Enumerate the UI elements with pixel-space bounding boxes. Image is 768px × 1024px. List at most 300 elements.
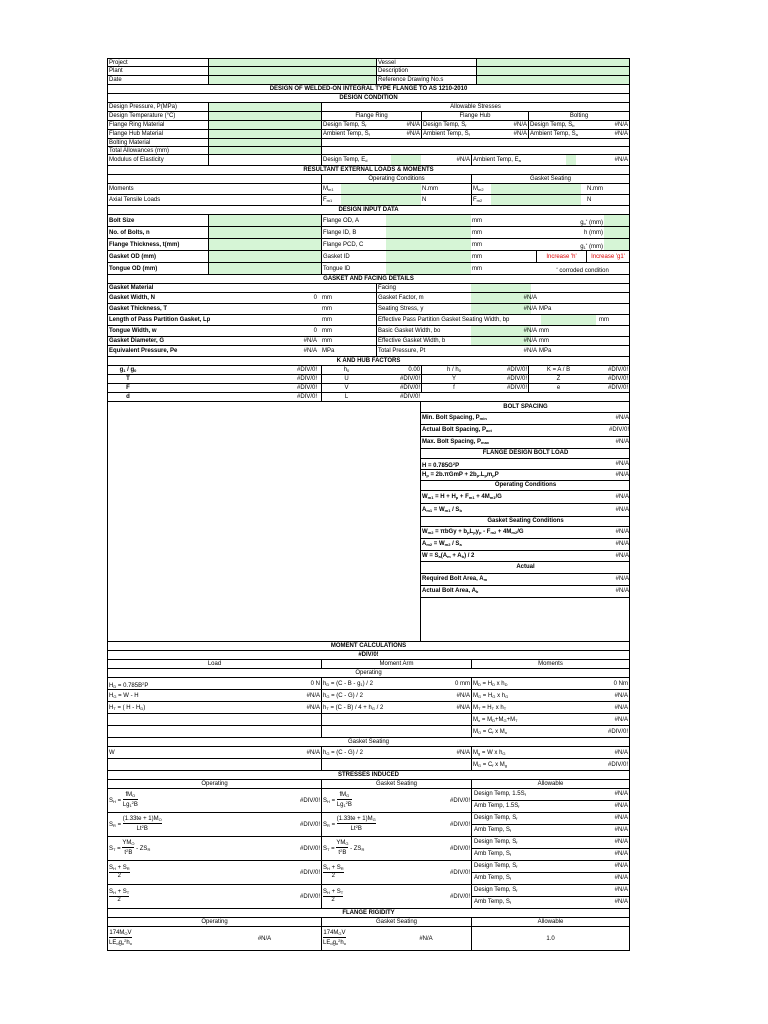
- cell: $M_{m2}$: [471, 184, 491, 194]
- cell: Gasket ID: [321, 251, 386, 262]
- cell: #DIV/0!: [296, 394, 317, 400]
- cell: #N/A: [523, 295, 537, 301]
- cell: #N/A: [306, 750, 320, 756]
- cell: #DIV/0!: [299, 798, 320, 804]
- input-fm1[interactable]: [341, 195, 421, 205]
- cell[interactable]: [208, 263, 321, 274]
- cell[interactable]: [386, 263, 471, 274]
- cell: [108, 714, 258, 725]
- cell[interactable]: [386, 251, 471, 262]
- cell: mm: [539, 338, 549, 344]
- cell: $h_T = (C - B) / 4 + h_G / 2$: [321, 702, 431, 713]
- rigidity-gs-value: #N/A: [419, 936, 433, 942]
- cell[interactable]: [604, 239, 629, 250]
- cell: * corroded condition: [556, 266, 609, 274]
- cell: 0 N: [310, 681, 320, 687]
- cell: U: [321, 375, 371, 383]
- cell: #N/A: [456, 157, 470, 163]
- cell: [431, 759, 471, 770]
- cell: Flange ID, B: [321, 227, 386, 238]
- table-row: [107, 284, 630, 293]
- section-title: FLANGE RIGIDITY: [342, 910, 395, 916]
- input-mm1[interactable]: [341, 184, 421, 194]
- cell: #DIV/0!: [299, 846, 320, 852]
- cell: K = A / B: [528, 366, 588, 374]
- cell: $M_o = M_D+M_G+M_T$: [471, 714, 551, 725]
- label-design-pressure: Design Pressure, P(MPa): [109, 104, 178, 110]
- table-row: [107, 702, 630, 714]
- table-row: [107, 166, 630, 175]
- cell: Flange OD, A: [321, 215, 386, 226]
- cell: Moment Arm: [321, 660, 471, 668]
- cell: Moments: [109, 186, 134, 192]
- cell: #DIV/0!: [506, 376, 527, 382]
- cell: [321, 284, 361, 292]
- table-row: [107, 660, 630, 669]
- cell: mm: [472, 218, 482, 224]
- cell: e: [528, 384, 588, 392]
- cell[interactable]: [208, 215, 321, 226]
- cell[interactable]: [386, 215, 471, 226]
- cell: $h_D = (C - B - g_1) / 2$: [321, 678, 431, 689]
- stress-formula: $S_T$ = $\frac{YM_G}{t^2B}$ - $ZS_R$: [321, 837, 421, 860]
- cell: [498, 284, 538, 292]
- table-row: [107, 738, 630, 747]
- allowable-row: Design Temp, $S_f$ #N/A: [471, 813, 629, 825]
- table-row: [107, 393, 630, 402]
- table-row: Required Bolt Area, $A_m$ #N/A: [421, 574, 630, 586]
- cell: N.mm: [587, 186, 603, 192]
- table-row: [107, 195, 630, 206]
- table-row: [107, 58, 630, 67]
- table-row: [107, 747, 630, 759]
- cell: [258, 315, 318, 325]
- allow-bolt-value: #N/A: [614, 122, 628, 128]
- table-row: [107, 304, 630, 315]
- cell[interactable]: [604, 215, 629, 226]
- cell: mm: [599, 317, 609, 323]
- cell: [258, 304, 318, 314]
- cell: mm: [322, 306, 332, 312]
- allowable-row: Design Temp, $S_f$ #N/A: [471, 837, 629, 849]
- table-row: [107, 918, 630, 927]
- allow-hub-value: #N/A: [513, 122, 527, 128]
- input-fm2[interactable]: [491, 195, 581, 205]
- cell: Bolting: [528, 112, 629, 120]
- section-title: RESULTANT EXTERNAL LOADS & MOMENTS: [303, 167, 434, 173]
- cell: Ambient Temp, $E_a$: [471, 155, 566, 165]
- input-design-pressure[interactable]: [208, 103, 321, 111]
- cell: Increase 'g1': [586, 251, 629, 262]
- cell: [258, 714, 321, 725]
- cell: #DIV/0!: [449, 870, 470, 876]
- label-date: Date: [109, 77, 122, 83]
- table-row: $W = S_a(A_m + A_b) / 2$ #N/A: [421, 551, 630, 562]
- allowable-row: Design Temp, $1.5S_f$ #N/A: [471, 789, 629, 801]
- table-row: [107, 789, 630, 813]
- cell: $M_G = C_f$ x $M_g$: [471, 759, 551, 770]
- label-project: Project: [109, 60, 128, 66]
- cell: W: [109, 750, 115, 756]
- cell: $H_D = 0.785B^2P$: [109, 681, 149, 689]
- allow-ring-label: Design Temp, $S_f$: [321, 121, 406, 129]
- table-row: [107, 357, 630, 366]
- table-row: [107, 239, 630, 251]
- table-row: [107, 384, 630, 393]
- allowable-row: Amb Temp, $1.5S_f$ #N/A: [471, 801, 629, 813]
- cell: [321, 726, 431, 737]
- cell: Gasket Diameter, G: [109, 338, 165, 344]
- cell: [321, 147, 629, 154]
- cell: MPa: [539, 306, 552, 312]
- cell: Gasket Width, N: [109, 295, 155, 301]
- table-row: [107, 147, 630, 155]
- cell: #DIV/0!: [296, 367, 317, 373]
- cell: mm: [322, 328, 332, 334]
- allow-hub-label: Ambient Temp, $S_f$: [421, 130, 506, 138]
- table-row: Operating Conditions: [421, 481, 630, 491]
- stress-formula: $\frac{S_H + S_R}{2}$: [321, 861, 421, 884]
- allow-hub-value: #N/A: [513, 131, 527, 137]
- label-vessel: Vessel: [376, 59, 476, 66]
- cell: mm: [472, 242, 482, 248]
- cell: $M_g = W$ x $h_G$: [471, 747, 551, 758]
- cell: $M_G = H_G$ x $h_G$: [471, 690, 551, 701]
- table-row: [107, 346, 630, 357]
- table-row: [107, 642, 630, 651]
- cell: MPa: [539, 348, 552, 354]
- cell: #DIV/0!: [449, 846, 470, 852]
- table-row: [107, 714, 630, 726]
- section-title: MOMENT CALCULATIONS: [330, 643, 407, 649]
- table-row: [107, 227, 630, 239]
- cell[interactable]: [604, 227, 629, 238]
- section-title: K AND HUB FACTORS: [336, 358, 401, 364]
- cell: [321, 139, 629, 146]
- cell: #DIV/0!: [607, 385, 628, 391]
- cell: Seating Stress, y: [376, 304, 516, 314]
- table-row: [107, 690, 630, 702]
- table-row: [107, 103, 630, 112]
- cell: mm: [322, 295, 332, 301]
- label-design-temperature: Design Temperature (°C): [109, 113, 176, 119]
- cell: #DIV/0!: [399, 394, 420, 400]
- cell: $g_o^*$ (mm): [580, 218, 603, 226]
- cell: f: [421, 384, 486, 392]
- cell: h / $h_0$: [421, 366, 486, 374]
- cell: #N/A: [614, 705, 628, 711]
- section-title: GASKET AND FACING DETAILS: [323, 276, 414, 282]
- cell: Axial Tensile Loads: [109, 197, 161, 203]
- input-mm2[interactable]: [491, 184, 581, 194]
- cell: Tongue OD (mm): [109, 266, 158, 272]
- label-bolting-material: Bolting Material: [109, 140, 151, 146]
- cell: Operating: [355, 670, 382, 676]
- cell: $M_D = H_D$ x $h_D$: [471, 678, 551, 689]
- cell: Operating Conditions: [321, 175, 471, 183]
- cell: Basic Gasket Width, bo: [376, 326, 516, 336]
- table-row: [107, 771, 630, 780]
- table-row: BOLT SPACING: [421, 402, 630, 413]
- cell: $M_O = C_f$ x $M_o$: [471, 726, 551, 737]
- stress-formula: $S_T$ = $\frac{YM_O}{t^2B}$ - $ZS_R$: [109, 840, 151, 857]
- table-row: Actual: [421, 562, 630, 574]
- input-plant[interactable]: [208, 67, 376, 75]
- stress-formula: $\frac{S_H + S_T}{2}$: [109, 889, 130, 904]
- section-title: DESIGN CONDITION: [339, 95, 398, 101]
- cell: N: [422, 197, 427, 203]
- cell: Tongue Width, w: [109, 328, 157, 334]
- cell: $M_{m1}$: [321, 184, 341, 194]
- cell: d: [126, 394, 130, 400]
- input-design-temperature[interactable]: [208, 112, 321, 120]
- table-row: $H_p = 2b.\pi GmP + 2b_p.L_pm_pP$ #N/A: [421, 470, 630, 481]
- cell: #DIV/0!: [399, 385, 420, 391]
- table-row: [107, 275, 630, 284]
- stress-formula: $S_R$ = $\frac{(1.33te + 1)M_O}{Lt^2B}$: [109, 816, 162, 833]
- label-plant: Plant: [109, 68, 123, 74]
- table-row: [107, 780, 630, 789]
- table-row: [107, 927, 630, 951]
- cell: [431, 726, 471, 737]
- cell: $g_1^*$ (mm): [580, 242, 603, 250]
- table-row: [107, 206, 630, 215]
- cell: [258, 759, 321, 770]
- cell: [108, 759, 258, 770]
- table-row: [107, 366, 630, 375]
- cell: #N/A: [456, 750, 470, 756]
- cell: #N/A: [456, 705, 470, 711]
- cell: [321, 714, 431, 725]
- cell[interactable]: [386, 239, 471, 250]
- table-row: [107, 94, 630, 103]
- table-row: [107, 139, 630, 147]
- cell: L: [321, 393, 371, 401]
- cell: mm: [472, 230, 482, 236]
- cell: $h_G = (C - G) / 2$: [321, 747, 431, 758]
- cell: Flange Thickness, t(mm): [109, 242, 180, 248]
- cell: Design Temp, $E_d$: [321, 155, 421, 165]
- cell: [208, 155, 321, 165]
- rigidity-op-value: #N/A: [257, 936, 272, 942]
- cell: #N/A: [303, 338, 317, 344]
- cell: #DIV/0!: [296, 376, 317, 382]
- table-row: [107, 121, 630, 130]
- allow-ring-label: Ambient Temp, $S_f$: [321, 130, 406, 138]
- input-allowances[interactable]: [208, 147, 321, 154]
- allowable-row: Amb Temp, $S_f$ #N/A: [471, 873, 629, 885]
- cell: Gasket Seating: [321, 918, 471, 926]
- allowable-stresses-title: Allowable Stresses: [321, 103, 629, 111]
- cell: Gasket OD (mm): [109, 254, 157, 260]
- cell[interactable]: [208, 251, 321, 262]
- table-row: $W_{m1} = H + H_p + F_{m1} + 4M_{m1}/G$ #N/A: [421, 491, 630, 504]
- cell: [541, 315, 596, 325]
- table-row: [107, 326, 630, 337]
- cell: #N/A: [614, 750, 628, 756]
- cell: Gasket Factor, m: [376, 293, 516, 303]
- input-date[interactable]: [208, 76, 376, 84]
- cell: #DIV/0!: [299, 870, 320, 876]
- cell: $H_T$ = ( H - $H_D$): [109, 705, 146, 711]
- table-row: $H = 0.785G^2P$ #N/A: [422, 461, 629, 469]
- page-title: DESIGN OF WELDED-ON INTEGRAL TYPE FLANGE TO AS 1210-2010: [269, 86, 468, 92]
- table-row: [107, 130, 630, 139]
- table-row: $A_{m1} = W_{m1} / S_b$ #N/A: [421, 504, 630, 517]
- cell: Allowable: [471, 918, 629, 926]
- input-bolting-material[interactable]: [208, 139, 321, 146]
- cell: Operating: [201, 919, 228, 925]
- cell: Flange PCD, C: [321, 239, 386, 250]
- allow-ring-value: #N/A: [406, 131, 420, 137]
- cell: mm: [322, 338, 332, 344]
- cell: No. of Bolts, n: [109, 230, 150, 236]
- cell: [391, 155, 421, 165]
- input-ring-material[interactable]: [208, 121, 321, 129]
- cell: N.mm: [422, 186, 438, 192]
- cell: Effective Pass Partition Gasket Seating Width, bp: [376, 315, 516, 325]
- cell: Equivalent Pressure, Pe: [109, 348, 178, 354]
- cell: MPa: [322, 348, 335, 354]
- cell: #DIV/0!: [299, 822, 320, 828]
- cell: #N/A: [614, 157, 628, 163]
- flange-design-sheet: [107, 58, 630, 951]
- cell: h (mm): [584, 230, 603, 236]
- input-hub-material[interactable]: [208, 130, 321, 138]
- cell: Gasket Material: [109, 285, 154, 291]
- cell: [498, 315, 538, 325]
- cell: #DIV/0!: [607, 762, 628, 768]
- cell: [566, 155, 576, 165]
- table-row: [107, 651, 630, 660]
- cell: [258, 284, 318, 292]
- cell[interactable]: [208, 227, 321, 238]
- table-row: [107, 375, 630, 384]
- allow-bolt-label: Ambient Temp, $S_a$: [528, 130, 603, 138]
- stress-formula: $\frac{S_H + S_T}{2}$: [321, 885, 421, 908]
- cell: Length of Pass Partition Gasket, Lp: [109, 317, 211, 323]
- cell: mm: [539, 328, 549, 334]
- cell: #N/A: [523, 348, 537, 354]
- rigidity-formula: $\frac{174M_OV}{LE_dg_o^2h_o}$: [109, 929, 132, 946]
- table-row: [107, 861, 630, 885]
- table-row: [107, 175, 630, 184]
- cell: #DIV/0!: [506, 385, 527, 391]
- table-row: [107, 885, 630, 909]
- cell: Tongue ID: [321, 263, 386, 274]
- cell: #DIV/0!: [449, 894, 470, 900]
- bolt-panel: [420, 402, 630, 641]
- cell: Effective Gasket Width, b: [376, 337, 516, 345]
- table-row: [107, 112, 630, 121]
- allowable-row: Amb Temp, $S_f$ #N/A: [471, 825, 629, 837]
- cell: Gasket Seating: [471, 175, 629, 183]
- table-row: [107, 263, 630, 275]
- table-row: [107, 184, 630, 195]
- cell[interactable]: [208, 239, 321, 250]
- cell: Increase 'h': [536, 251, 586, 262]
- cell: Flange Hub: [421, 112, 528, 120]
- cell: [431, 714, 471, 725]
- label-reference: Reference Drawing No.s: [376, 76, 476, 84]
- cell: #N/A: [523, 306, 537, 312]
- cell: Allowable: [471, 780, 629, 788]
- cell: Gasket Seating: [347, 739, 390, 745]
- cell: Gasket Seating: [321, 780, 471, 788]
- allow-hub-label: Design Temp, $S_f$: [421, 121, 506, 129]
- cell: #DIV/0!: [449, 798, 470, 804]
- cell: F: [126, 385, 130, 391]
- table-row: [107, 85, 630, 94]
- cell: Gasket Thickness, T: [109, 306, 168, 312]
- table-row: Max. Bolt Spacing, $P_{max}$ #N/A: [421, 437, 630, 449]
- cell: $h_G = (C - G) / 2$: [321, 690, 431, 701]
- cell: [258, 726, 321, 737]
- section-title: DESIGN INPUT DATA: [338, 207, 399, 213]
- stress-formula: $\frac{S_H + S_R}{2}$: [109, 865, 130, 880]
- table-row: [107, 76, 630, 85]
- table-row: Min. Bolt Spacing, $P_{min}$ #N/A: [421, 413, 630, 425]
- cell: mm: [472, 266, 482, 272]
- table-row: [107, 813, 630, 837]
- input-reference[interactable]: [476, 76, 629, 84]
- input-project[interactable]: [208, 59, 376, 66]
- cell: #DIV/0!: [296, 385, 317, 391]
- cell: 0: [313, 328, 317, 334]
- cell: 0 Nm: [613, 681, 628, 687]
- table-row: FLANGE DESIGN BOLT LOAD: [421, 449, 630, 459]
- table-row: [107, 669, 630, 678]
- allowable-row: Design Temp, $S_f$ #N/A: [471, 885, 629, 897]
- cell: N: [587, 197, 592, 203]
- cell: V: [321, 384, 371, 392]
- cell: #DIV/0!: [358, 652, 379, 658]
- allowable-row: Amb Temp, $S_f$ #N/A: [471, 897, 629, 909]
- cell: #N/A: [306, 705, 320, 711]
- cell: $M_T = H_T$ x $h_T$: [471, 702, 551, 713]
- cell: #N/A: [303, 348, 317, 354]
- cell: $F_{m2}$: [471, 195, 491, 205]
- cell: #N/A: [523, 338, 537, 344]
- stress-formula: $S_H$ = $\frac{fM_O}{Lg_1^2B}$: [109, 791, 138, 808]
- label-ring-material: Flange Ring Material: [109, 122, 165, 128]
- cell: Bolt Size: [109, 218, 135, 224]
- cell: #DIV/0!: [506, 367, 527, 373]
- table-row: [107, 678, 630, 690]
- cell: #N/A: [456, 693, 470, 699]
- input-vessel[interactable]: [476, 59, 629, 66]
- table-row: [107, 155, 630, 166]
- cell: Moments: [471, 660, 629, 668]
- cell: #DIV/0!: [607, 367, 628, 373]
- table-row: [107, 759, 630, 771]
- table-row: [107, 215, 630, 227]
- cell: #N/A: [614, 693, 628, 699]
- cell[interactable]: [386, 227, 471, 238]
- cell: 0: [313, 295, 317, 301]
- label-modulus: Modulus of Elasticity: [109, 157, 164, 163]
- table-row: [107, 251, 630, 263]
- allowable-row: Amb Temp, $S_f$ #N/A: [471, 849, 629, 861]
- cell: #N/A: [614, 717, 628, 723]
- cell: $g_1 / g_0$: [119, 367, 137, 373]
- cell: $H_G = W - H$: [109, 693, 139, 699]
- cell: $h_0$: [321, 366, 371, 374]
- rigidity-allowable: 1.0: [471, 927, 629, 950]
- input-description[interactable]: [476, 67, 629, 75]
- cell: mm: [472, 254, 482, 260]
- cell: Z: [528, 375, 588, 383]
